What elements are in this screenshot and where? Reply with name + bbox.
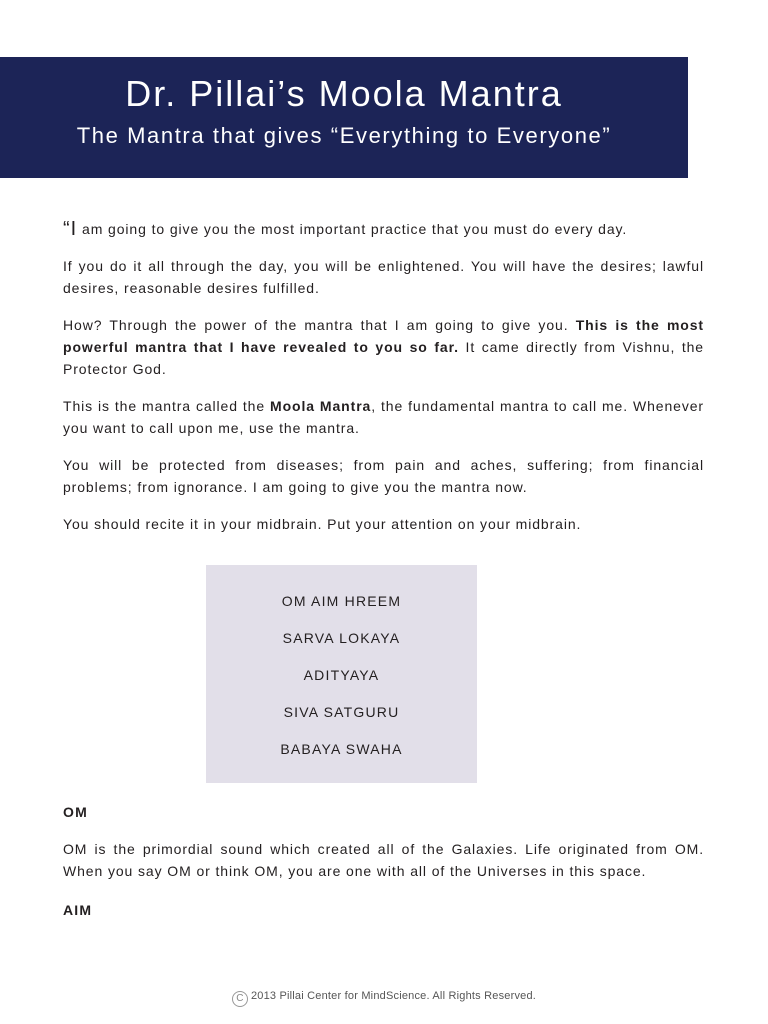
footer	[0, 990, 768, 1007]
intro-paragraph-1-text: am going to give you the most important practice that you must do every day.	[77, 221, 628, 237]
intro-paragraph-2: If you do it all through the day, you will be enlightened. You will have the desires; lawful desires, reasonable desires fulfilled.	[63, 258, 704, 296]
om-heading: OM	[63, 804, 88, 820]
copyright-icon: C	[232, 991, 248, 1007]
page-title: Dr. Pillai’s Moola Mantra	[125, 73, 563, 114]
intro-content	[63, 218, 704, 550]
intro-paragraph-4-bold: Moola Mantra	[270, 398, 372, 414]
om-body: OM is the primordial sound which created all of the Galaxies. Life originated from OM. When you say OM or think OM, you are one with all of the Universes in this space.	[63, 841, 704, 879]
mantra-line: ADITYAYA	[303, 667, 380, 683]
page-subtitle: The Mantra that gives “Everything to Everyone”	[76, 123, 612, 148]
intro-paragraph-4	[63, 395, 704, 439]
title-banner	[0, 57, 688, 178]
mantra-line: BABAYA SWAHA	[280, 741, 403, 757]
mantra-line: SARVA LOKAYA	[282, 630, 401, 646]
footer-text: 2013 Pillai Center for MindScience. All Rights Reserved.	[250, 990, 537, 1002]
quote-lead: “I	[63, 218, 78, 240]
aim-heading: AIM	[63, 902, 93, 918]
mantra-box	[206, 565, 477, 783]
intro-paragraph-3-bold: This is the most powerful mantra that I have revealed to you so far.	[63, 317, 704, 355]
intro-paragraph-6: You should recite it in your midbrain. Put your attention on your midbrain.	[63, 516, 582, 532]
intro-paragraph-3-post: It came directly from Vishnu, the Protector God.	[63, 339, 704, 377]
mantra-line: SIVA SATGURU	[283, 704, 400, 720]
intro-paragraph-1	[63, 218, 704, 240]
intro-paragraph-4-post: , the fundamental mantra to call me. Whenever you want to call upon me, use the mantra.	[63, 398, 704, 436]
intro-paragraph-5: You will be protected from diseases; from pain and aches, suffering; from financial problems; from ignorance. I am going to give you the mantra now.	[63, 457, 704, 495]
intro-paragraph-3	[63, 314, 704, 380]
mantra-line: OM AIM HREEM	[281, 593, 402, 609]
intro-paragraph-4-pre: This is the mantra called the	[63, 398, 271, 414]
intro-paragraph-3-pre: How? Through the power of the mantra that I am going to give you.	[63, 317, 576, 333]
